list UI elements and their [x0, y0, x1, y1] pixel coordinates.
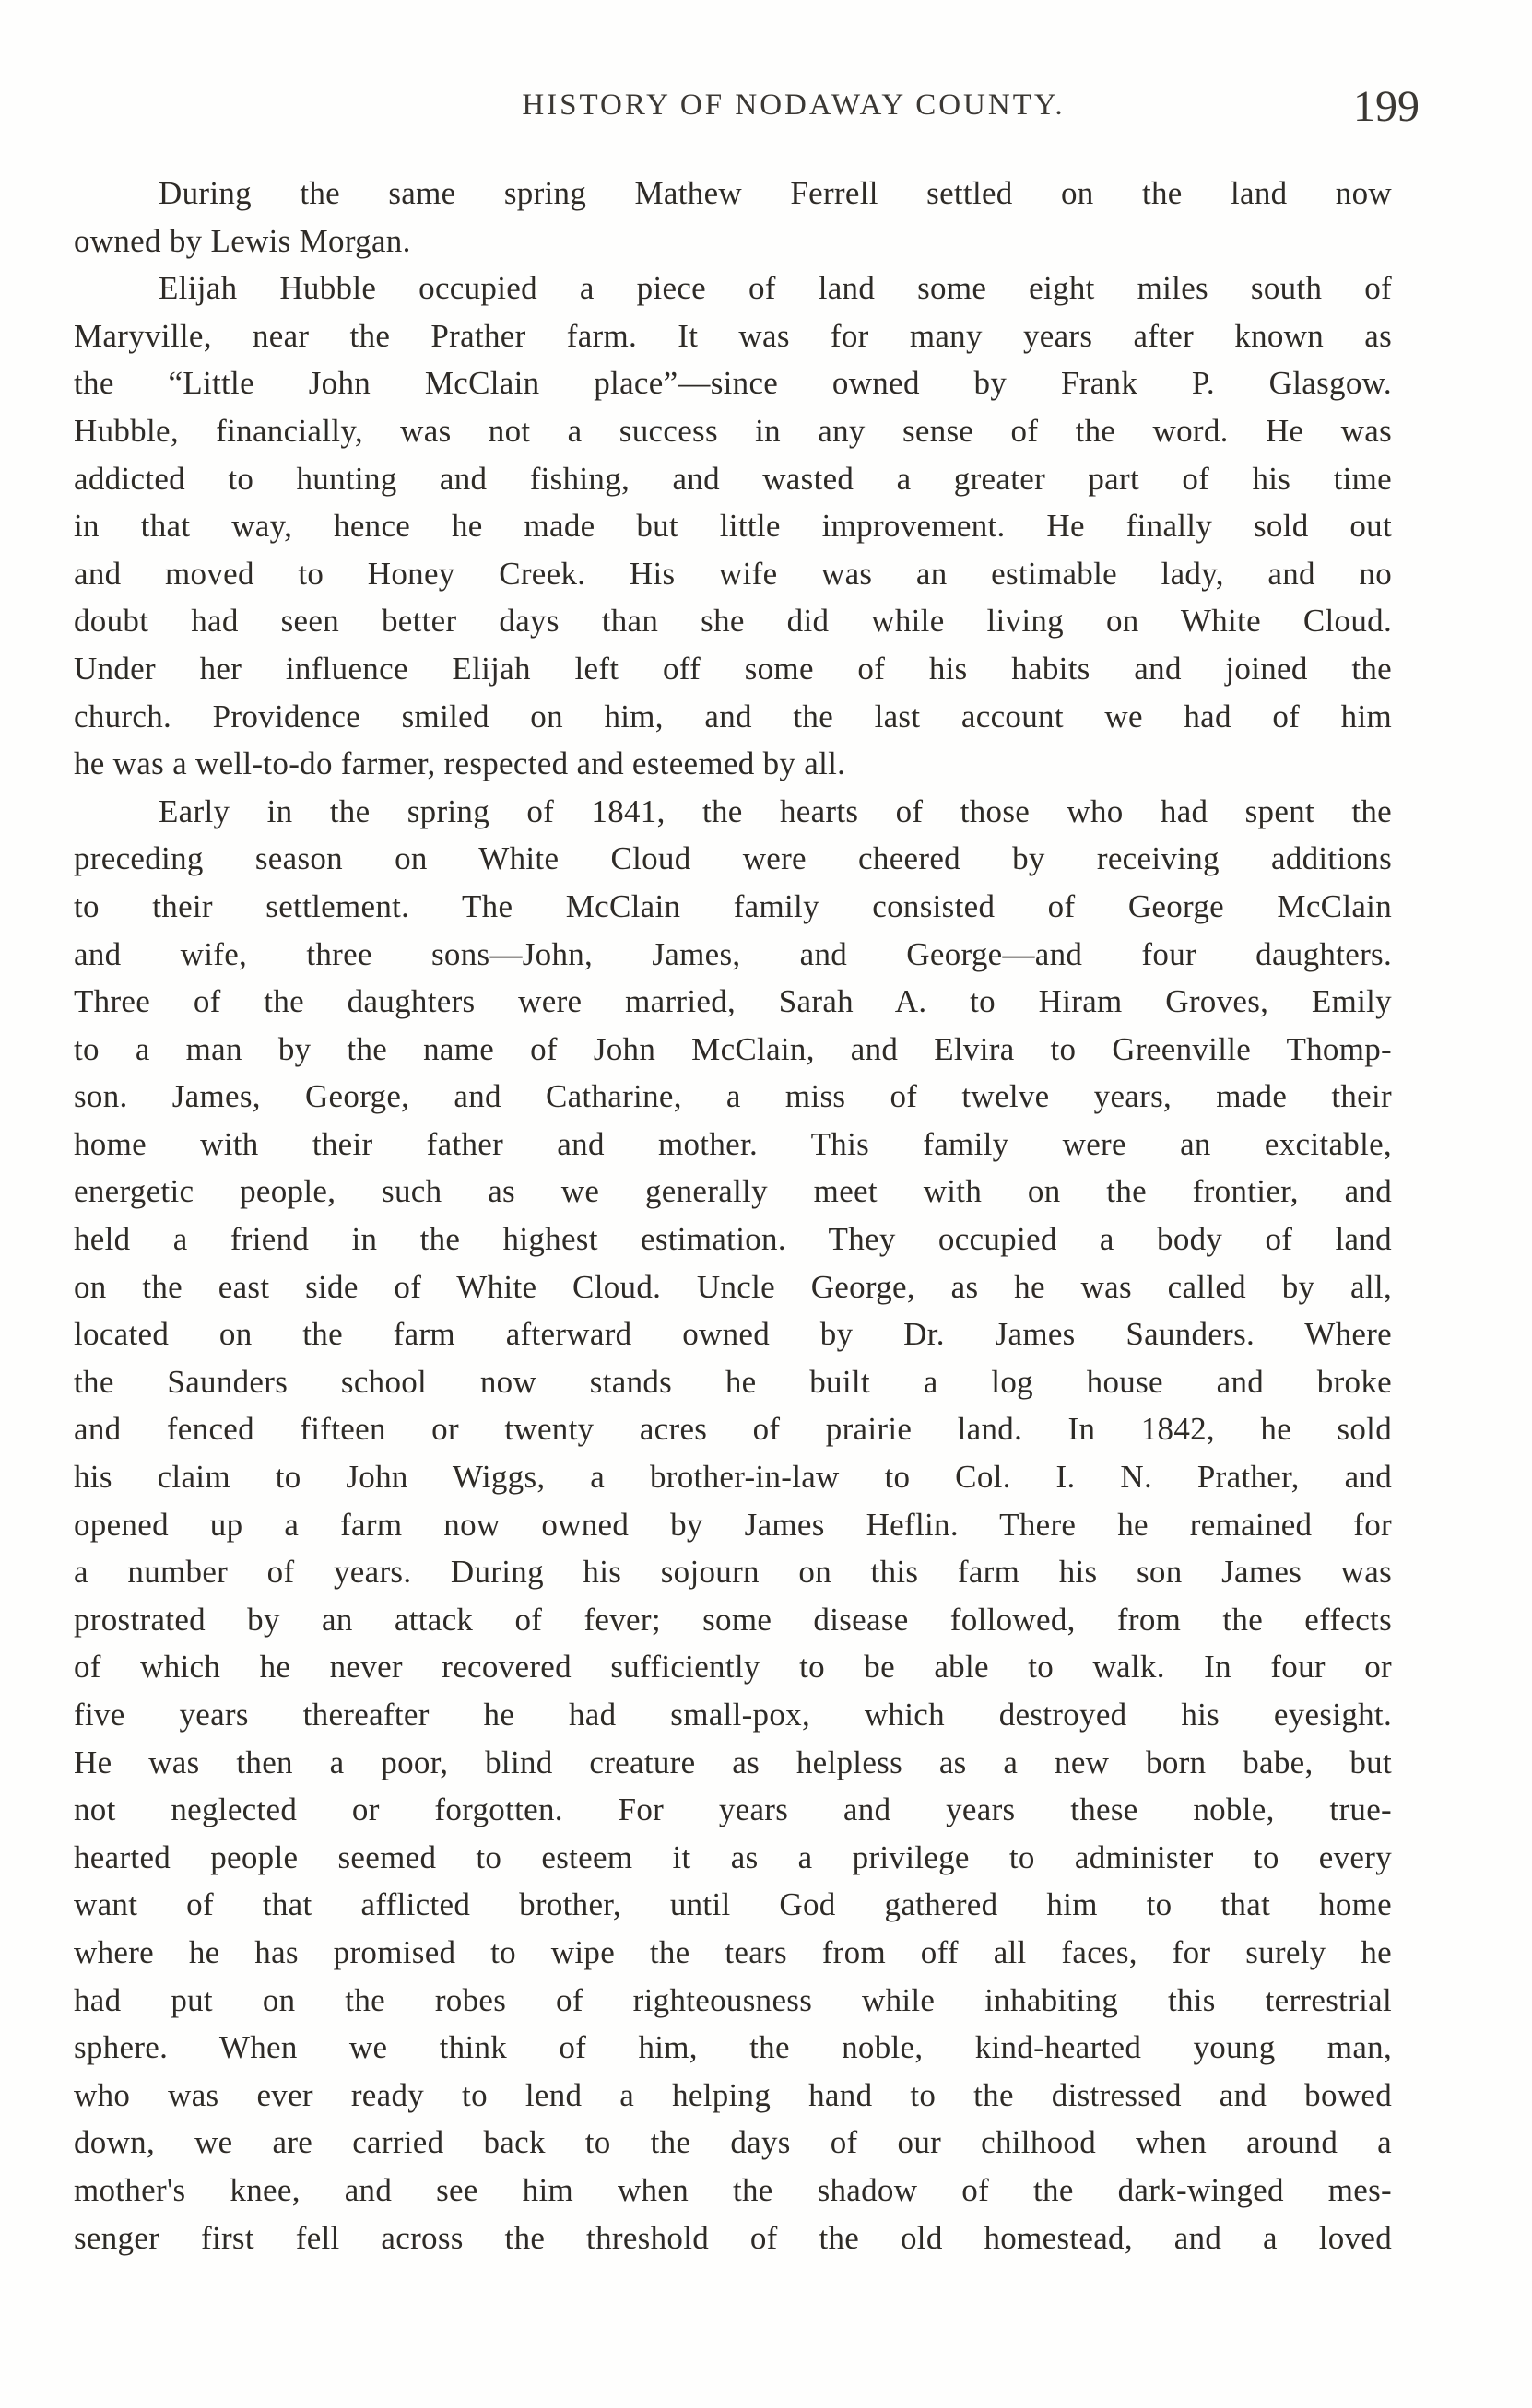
text-line: located on the farm afterward owned by Dr. James Saunders. Where [74, 1316, 1392, 1353]
text-line: opened up a farm now owned by James Heflin. There he remained for [74, 1506, 1392, 1543]
text-line: Elijah Hubble occupied a piece of land some eight miles south of [159, 270, 1392, 307]
text-line: Three of the daughters were married, Sarah A. to Hiram Groves, Emily [74, 983, 1392, 1020]
text-line: five years thereafter he had small-pox, which destroyed his eyesight. [74, 1697, 1392, 1733]
text-line: where he has promised to wipe the tears from off all faces, for surely he [74, 1933, 1392, 1970]
text-line: sphere. When we think of him, the noble, kind-hearted young man, [74, 2029, 1392, 2066]
text-line: doubt had seen better days than she did while living on White Cloud. [74, 603, 1392, 640]
text-line: Maryville, near the Prather farm. It was for many years after known as [74, 317, 1392, 354]
text-line: who was ever ready to lend a helping hand to the distressed and bowed [74, 2076, 1392, 2113]
text-line: to a man by the name of John McClain, and Elvira to Greenville Thomp- [74, 1030, 1392, 1067]
text-line: to their settlement. The McClain family consisted of George McClain [74, 887, 1392, 924]
text-line: and moved to Honey Creek. His wife was an estimable lady, and no [74, 555, 1392, 592]
text-line: Hubble, financially, was not a success in any sense of the word. He was [74, 412, 1392, 449]
text-line: of which he never recovered sufficiently to be able to walk. In four or [74, 1649, 1392, 1686]
text-line: preceding season on White Cloud were cheered by receiving additions [74, 840, 1392, 877]
text-line: the “Little John McClain place”—since owned by Frank P. Glasgow. [74, 365, 1392, 402]
text-line: During the same spring Mathew Ferrell settled on the land now [159, 175, 1392, 211]
text-line: mother's knee, and see him when the shadow of the dark-winged mes- [74, 2171, 1392, 2208]
text-line: down, we are carried back to the days of our chilhood when around a [74, 2124, 1392, 2161]
text-line: prostrated by an attack of fever; some disease followed, from the effects [74, 1601, 1392, 1638]
text-line: a number of years. During his sojourn on this farm his son James was [74, 1554, 1392, 1591]
text-line: in that way, hence he made but little improvement. He finally sold out [74, 508, 1392, 545]
text-line: Under her influence Elijah left off some of his habits and joined the [74, 650, 1392, 687]
text-line: church. Providence smiled on him, and the last account we had of him [74, 698, 1392, 734]
page-number: 199 [1353, 82, 1420, 131]
text-line: he was a well-to-do farmer, respected and esteemed by all. [74, 746, 846, 782]
text-line: owned by Lewis Morgan. [74, 222, 411, 259]
text-line: want of that afflicted brother, until God gathered him to that home [74, 1886, 1392, 1923]
text-line: He was then a poor, blind creature as helpless as a new born babe, but [74, 1744, 1392, 1780]
text-line: senger first fell across the threshold of the old homestead, and a loved [74, 2219, 1392, 2256]
text-line: Early in the spring of 1841, the hearts of those who had spent the [159, 793, 1392, 829]
text-line: and fenced fifteen or twenty acres of prairie land. In 1842, he sold [74, 1411, 1392, 1448]
running-head [74, 81, 1420, 146]
text-line: the Saunders school now stands he built a log house and broke [74, 1363, 1392, 1400]
text-line: his claim to John Wiggs, a brother-in-law to Col. I. N. Prather, and [74, 1459, 1392, 1496]
text-line: on the east side of White Cloud. Uncle George, as he was called by all, [74, 1268, 1392, 1305]
text-line: son. James, George, and Catharine, a miss of twelve years, made their [74, 1078, 1392, 1115]
body-text [74, 170, 1392, 2261]
text-line: energetic people, such as we generally meet with on the frontier, and [74, 1173, 1392, 1210]
text-line: not neglected or forgotten. For years and years these noble, true- [74, 1791, 1392, 1828]
text-line: home with their father and mother. This family were an excitable, [74, 1125, 1392, 1162]
text-line: held a friend in the highest estimation. They occupied a body of land [74, 1221, 1392, 1258]
running-title: HISTORY OF NODAWAY COUNTY. [522, 88, 1066, 122]
text-line: and wife, three sons—John, James, and George—and four daughters. [74, 935, 1392, 972]
text-line: had put on the robes of righteousness while inhabiting this terrestrial [74, 1981, 1392, 2018]
text-line: hearted people seemed to esteem it as a privilege to administer to every [74, 1838, 1392, 1875]
text-line: addicted to hunting and fishing, and wasted a greater part of his time [74, 460, 1392, 497]
